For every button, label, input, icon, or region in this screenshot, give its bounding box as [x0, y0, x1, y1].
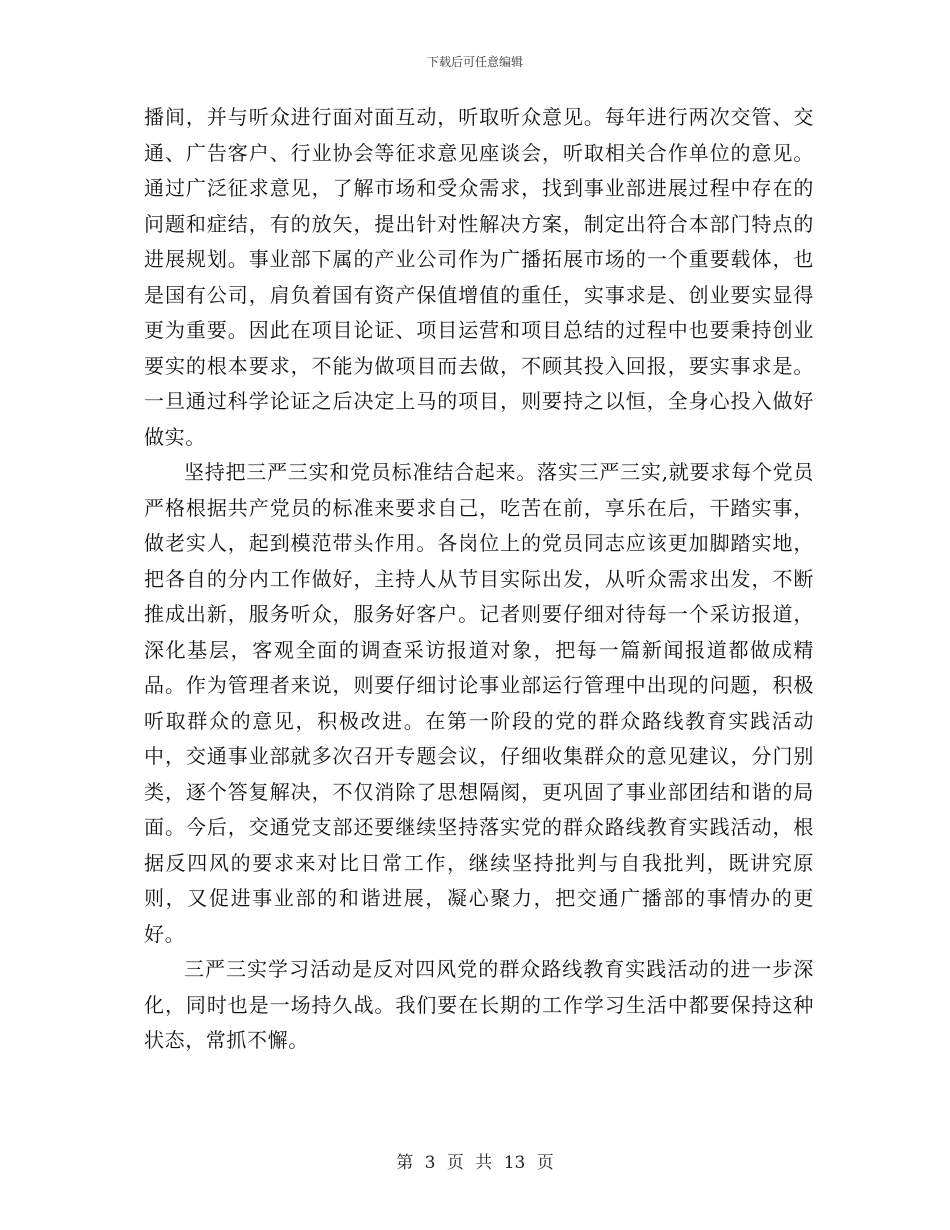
paragraph-continued: 播间，并与听众进行面对面互动，听取听众意见。每年进行两次交管、交通、广告客户、行业协会等征求意见座谈会，听取相关合作单位的意见。通过广泛征求意见，了解市场和受众需求，找到事业部进展过程中存在的问题和症结，有的放矢，提出针对性解决方案，制定出符合本部门特点的进展规划。事业部下属的产业公司作为广播拓展市场的一个重要载体，也是国有公司，肩负着国有资产保值增值的重任，实事求是、创业要实显得更为重要。因此在项目论证、项目运营和项目总结的过程中也要秉持创业要实的根本要求，不能为做项目而去做，不顾其投入回报，要实事求是。一旦通过科学论证之后决定上马的项目，则要持之以恒，全身心投入做好做实。: [144, 105, 814, 449]
paragraph-conclusion: 三严三实学习活动是反对四风党的群众路线教育实践活动的进一步深化，同时也是一场持久战。我们要在长期的工作学习生活中都要保持这种状态，常抓不懈。: [144, 957, 814, 1052]
document-body: [144, 100, 814, 1059]
header-note: 下载后可任意编辑: [426, 55, 523, 69]
paragraph-party-standards: 坚持把三严三实和党员标准结合起来。落实三严三实,就要求每个党员严格根据共产党员的标准来要求自己，吃苦在前，享乐在后，干踏实事，做老实人，起到模范带头作用。各岗位上的党员同志应该更加脚踏实地，把各自的分内工作做好，主持人从节目实际出发，从听众需求出发，不断推成出新，服务听众，服务好客户。记者则要仔细对待每一个采访报道，深化基层，客观全面的调查采访报道对象，把每一篇新闻报道都做成精品。作为管理者来说，则要仔细讨论事业部运行管理中出现的问题，积极听取群众的意见，积极改进。在第一阶段的党的群众路线教育实践活动中，交通事业部就多次召开专题会议，仔细收集群众的意见建议，分门别类，逐个答复解决，不仅消除了思想隔阂，更巩固了事业部团结和谐的局面。今后，交通党支部还要继续坚持落实党的群众路线教育实践活动，根据反四风的要求来对比日常工作，继续坚持批判与自我批判，既讲究原则，又促进事业部的和谐进展，凝心聚力，把交通广播部的事情办的更好。: [144, 460, 814, 946]
page-number-footer: 第 3 页 共 13 页: [396, 1153, 554, 1173]
